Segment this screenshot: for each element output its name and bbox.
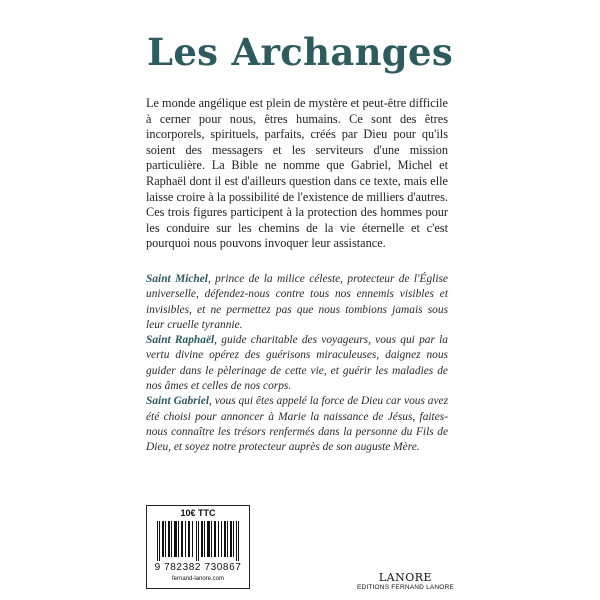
publisher-name: LANORE (378, 571, 433, 584)
price-barcode-box (146, 505, 250, 589)
prayer-text: , vous qui êtes appelé la force de Dieu car vous avez été choisi pour annoncer à Marie la naissance de Jésus, faites-nous connaître les trésors renfermés dans la personne du Fils de Dieu, et soyez notre protecteur auprès de son auguste Mère. (146, 395, 449, 454)
intro-paragraph: Le monde angélique est plein de mystère et peut-être difficile à cerner pour nous, êtres humains. Ce sont des êtres incorporels, spirituels, parfaits, créés par Dieu pour qu'ils soient des messagers et les serviteurs d'une mission particulière. La Bible ne nomme que Gabriel, Michel et Raphaël dont il est d'ailleurs question dans ce texte, mais elle laisse croire à la possibilité de l'existence de milliers d'autres. Ces trois figures participent à la protection des hommes pour les conduire sur les chemins de la vie éternelle et c'est pourquoi nous pouvons invoquer leur assistance. (146, 96, 448, 251)
prayer-gabriel (146, 394, 448, 455)
saint-name: Saint Gabriel (146, 395, 210, 408)
barcode-icon (155, 521, 241, 561)
price-label: 10€ TTC (180, 508, 216, 518)
prayer-michel (146, 272, 448, 333)
publisher-subtitle: EDITIONS FERNAND LANORE (356, 584, 454, 591)
book-back-cover (126, 0, 474, 600)
prayer-text: , guide charitable des voyageurs, vous qui par la vertu divine opérez des guérisons miraculeuses, daignez nous guider dans le pèlerinage de cette vie, et guérir les maladies de nos âmes et celles de nos corps. (146, 334, 449, 393)
book-title: Les Archanges (147, 30, 453, 74)
saint-name: Saint Michel (146, 273, 208, 285)
prayer-text: , prince de la milice céleste, protecteur de l'Église universelle, défendez-nous contre tous nos ennemis visibles et invisibles, et ne permettez pas que nous tombions jamais sous leur cruelle tyrannie. (146, 273, 448, 331)
saint-name: Saint Raphaël (146, 334, 215, 347)
isbn-number: 9 782382 730867 (154, 562, 242, 573)
prayer-raphael (146, 333, 448, 394)
website-label: fernand-lanore.com (171, 576, 225, 582)
publisher-logo (357, 571, 454, 591)
prayers-section (146, 272, 448, 456)
